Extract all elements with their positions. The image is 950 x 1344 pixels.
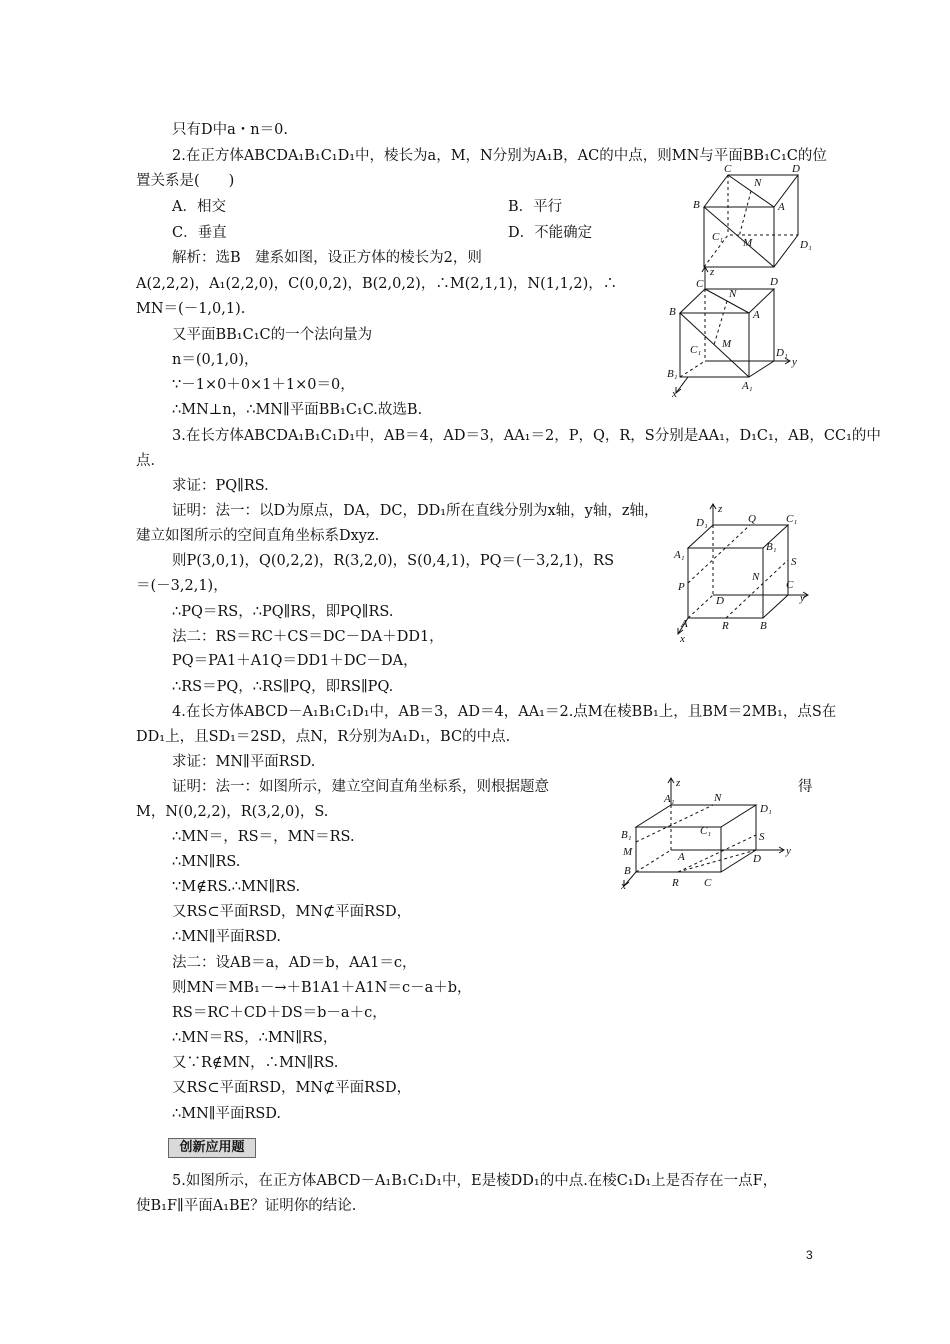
label-B1: B₁ [766, 541, 777, 553]
text-line: B．平行 [508, 199, 563, 215]
text-line: 则MN＝MB₁－→＋B1A1＋A1N＝c－a＋b， [172, 980, 472, 996]
box-figure-3 [668, 500, 818, 649]
text-line: 则P(3,0,1)，Q(0,2,2)，R(3,2,0)，S(0,4,1)，PQ＝(－3,2,1)，RS [172, 553, 615, 569]
label-D: D [792, 163, 800, 175]
label-S: S [791, 556, 797, 568]
text-line: ∴MN＝RS，∴MN∥RS， [172, 1030, 338, 1046]
label-D1: D₁ [696, 517, 708, 529]
label-B1: B₁ [621, 829, 632, 841]
label-C: C [724, 163, 732, 175]
page-number: 3 [806, 1248, 813, 1262]
label-N: N [754, 177, 762, 189]
label-M: M [623, 846, 633, 858]
text-line: A(2,2,2)，A₁(2,2,0)，C(0,0,2)，B(2,0,2)，∴M(2,1,1)，N(1,1,2)，∴ [136, 276, 618, 292]
label-A1: A₁ [664, 793, 675, 805]
label-B: B [669, 306, 676, 318]
label-S: S [759, 831, 765, 843]
text-line: ∴MN⊥n，∴MN∥平面BB₁C₁C.故选B. [172, 402, 423, 418]
text-line: ∴PQ＝RS，∴PQ∥RS，即PQ∥RS. [172, 604, 394, 620]
label-P: P [678, 581, 685, 593]
label-A: A [678, 851, 685, 863]
text-line: 又RS⊂平面RSD，MN⊄平面RSD， [172, 904, 412, 920]
text-line: ∵－1×0＋0×1＋1×0＝0， [172, 377, 355, 393]
text-line: 解析：选B 建系如图，设正方体的棱长为2，则 [172, 250, 482, 266]
label-Q: Q [748, 513, 756, 525]
label-A1: A₁ [742, 380, 753, 392]
text-line: 只有D中a・n＝0. [172, 122, 288, 138]
text-line: 又平面BB₁C₁C的一个法向量为 [172, 327, 373, 343]
cube-figure-2 [660, 265, 810, 404]
label-D1: D₁ [800, 239, 812, 251]
label-z: z [718, 503, 723, 515]
label-R: R [672, 877, 679, 889]
label-N: N [729, 288, 737, 300]
label-B: B [624, 865, 631, 877]
text-line: 又∵R∉MN，∴MN∥RS. [172, 1055, 339, 1071]
text-line: 2.在正方体ABCDA₁B₁C₁D₁中，棱长为a，M，N分别为A₁B，AC的中点，则MN与平面BB₁C₁C的位 [172, 148, 827, 164]
text-line: RS＝RC＋CD＋DS＝b－a＋c， [172, 1005, 387, 1021]
label-A: A [681, 618, 688, 630]
text-line: 求证：PQ∥RS. [172, 478, 269, 494]
text-line: 5.如图所示，在正方体ABCD－A₁B₁C₁D₁中，E是棱DD₁的中点.在棱C₁D₁上是否存在一点F， [172, 1173, 778, 1189]
label-B: B [760, 620, 767, 632]
label-M: M [743, 237, 753, 249]
text-line: C．垂直 [172, 225, 227, 241]
text-line: D．不能确定 [508, 225, 593, 241]
text-line: 法二：设AB＝a，AD＝b，AA1＝c， [172, 955, 417, 971]
cube-figure-1 [688, 162, 818, 276]
text-line: 使B₁F∥平面A₁BE？证明你的结论. [136, 1198, 357, 1214]
label-C1: C₁ [712, 231, 724, 243]
label-A: A [753, 309, 760, 321]
label-C: C [696, 278, 704, 290]
label-C1: C₁ [690, 344, 702, 356]
label-z: z [710, 266, 715, 278]
label-D: D [716, 595, 724, 607]
text-line: 得 [798, 779, 813, 795]
label-z: z [676, 777, 681, 789]
text-line: DD₁上，且SD₁＝2SD，点N，R分别为A₁D₁，BC的中点. [136, 729, 511, 745]
label-y: y [800, 592, 805, 604]
label-R: R [722, 620, 729, 632]
label-x: x [621, 880, 626, 890]
label-D: D [770, 276, 778, 288]
label-y: y [792, 356, 797, 368]
text-line: n＝(0,1,0)， [172, 352, 259, 368]
text-line: 点． [136, 453, 165, 469]
text-line: 证明：法一：如图所示，建立空间直角坐标系，则根据题意 [172, 779, 549, 795]
label-B1: B₁ [667, 368, 678, 380]
text-line: ∴MN∥RS. [172, 854, 241, 870]
label-x: x [680, 633, 685, 645]
text-line: ＝(－3,2,1)， [136, 578, 228, 594]
label-M: M [722, 338, 732, 350]
section-badge: 创新应用题 [168, 1138, 256, 1158]
text-line: MN＝(－1,0,1). [136, 301, 246, 317]
label-N: N [752, 571, 760, 583]
label-C: C [704, 877, 712, 889]
text-line: 证明：法一：以D为原点，DA，DC，DD₁所在直线分别为x轴，y轴，z轴， [172, 503, 659, 519]
text-line: PQ＝PA1＋A1Q＝DD1＋DC－DA， [172, 653, 418, 669]
label-N: N [714, 792, 722, 804]
box-figure-4 [616, 770, 796, 894]
text-line: A．相交 [172, 199, 226, 215]
label-D: D [753, 853, 761, 865]
label-A: A [778, 201, 785, 213]
text-line: ∴MN∥平面RSD. [172, 929, 282, 945]
text-line: 求证：MN∥平面RSD. [172, 754, 316, 770]
text-line: M，N(0,2,2)，R(3,2,0)，S. [136, 804, 329, 820]
text-line: 法二：RS＝RC＋CS＝DC－DA＋DD1， [172, 629, 444, 645]
label-y: y [786, 845, 791, 857]
text-line: 置关系是( ) [136, 173, 235, 189]
label-C1: C₁ [786, 513, 798, 525]
label-x: x [672, 388, 677, 400]
text-line: ∴MN∥平面RSD. [172, 1106, 282, 1122]
label-C1: C₁ [700, 825, 712, 837]
label-D1: D₁ [760, 803, 772, 815]
label-A1: A₁ [674, 549, 685, 561]
text-line: ∴MN＝，RS＝，MN＝RS. [172, 829, 355, 845]
label-C: C [786, 579, 794, 591]
text-line: ∴RS＝PQ，∴RS∥PQ，即RS∥PQ. [172, 679, 394, 695]
text-line: 又RS⊂平面RSD，MN⊄平面RSD， [172, 1080, 412, 1096]
text-line: 3.在长方体ABCDA₁B₁C₁D₁中，AB＝4，AD＝3，AA₁＝2，P，Q，R，S分别是AA₁，D₁C₁，AB，CC₁的中 [172, 428, 881, 444]
text-line: 4.在长方体ABCD－A₁B₁C₁D₁中，AB＝3，AD＝4，AA₁＝2.点M在棱BB₁上，且BM＝2MB₁，点S在 [172, 704, 837, 720]
label-B: B [693, 199, 700, 211]
text-line: 建立如图所示的空间直角坐标系Dxyz. [136, 528, 380, 544]
label-D1: D₁ [776, 347, 788, 359]
text-line: ∵M∉RS.∴MN∥RS. [172, 879, 301, 895]
